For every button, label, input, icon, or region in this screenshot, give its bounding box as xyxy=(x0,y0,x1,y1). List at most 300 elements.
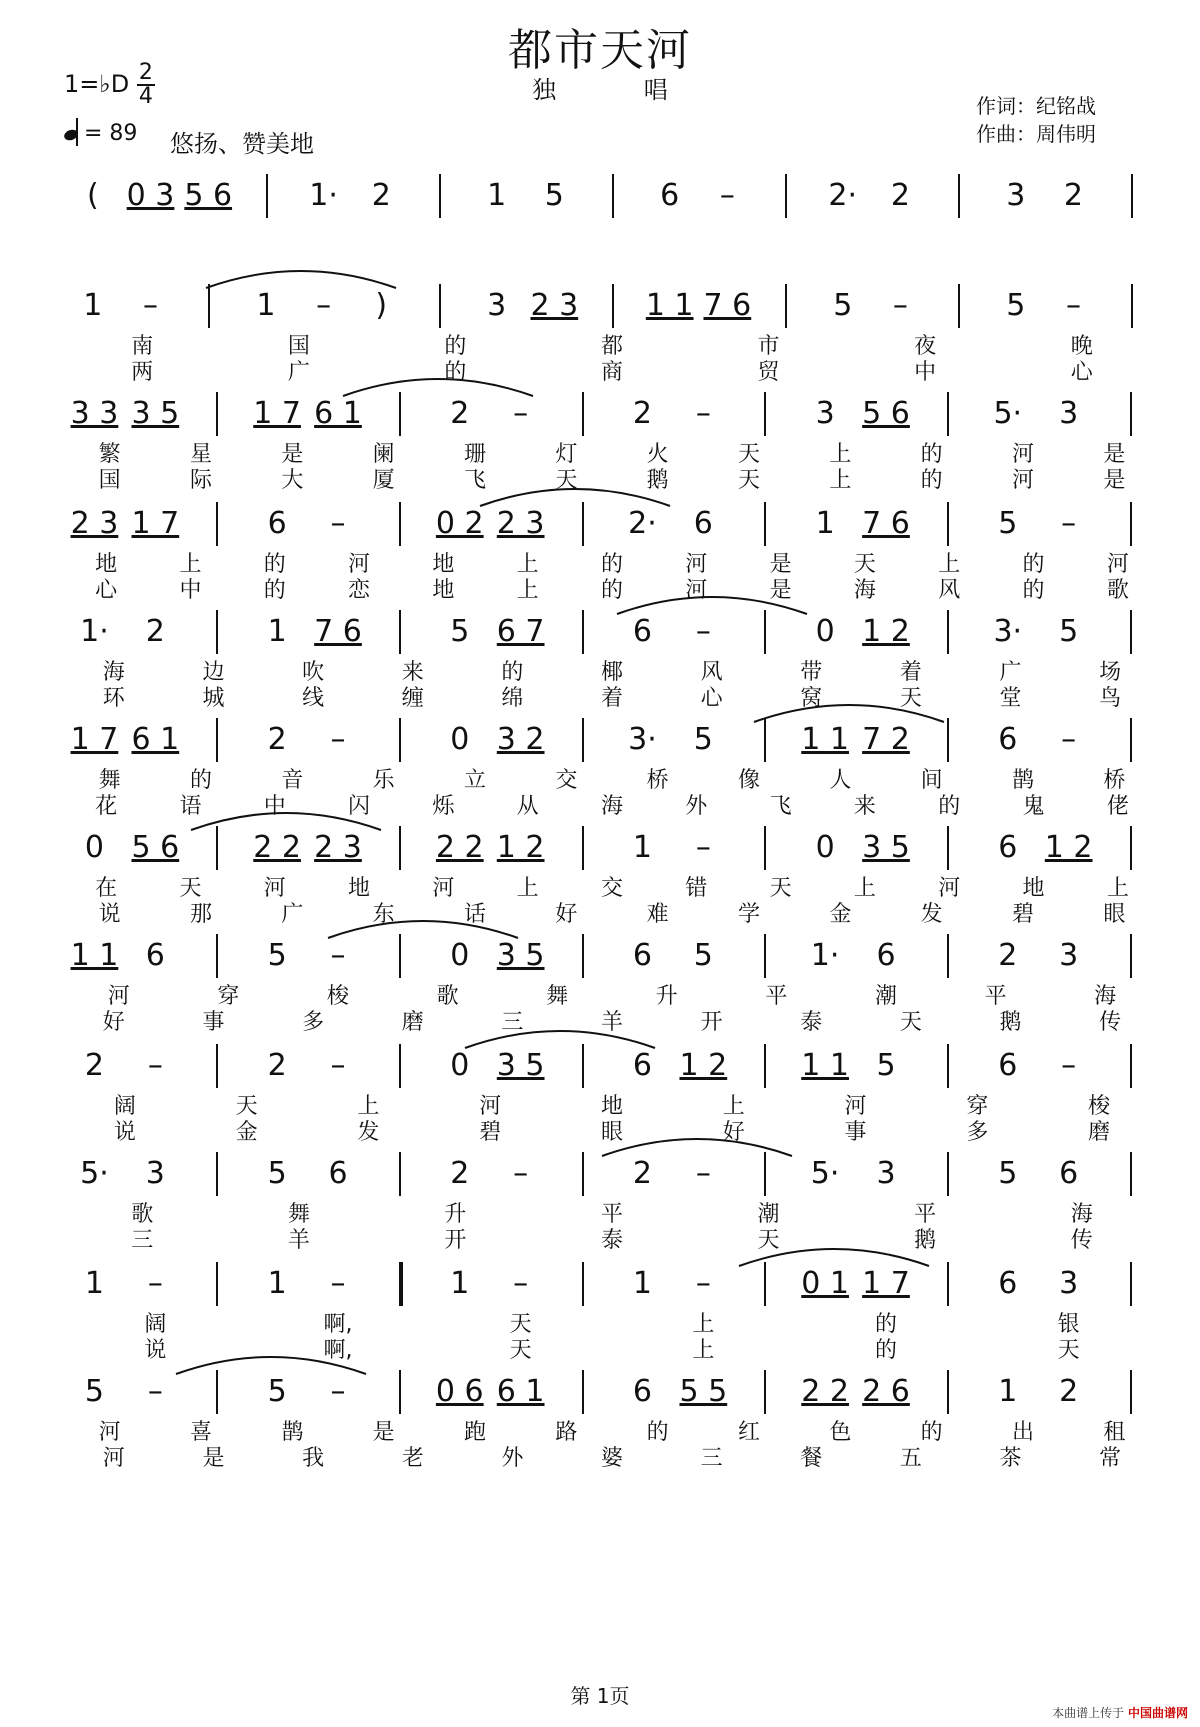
barline xyxy=(266,174,268,218)
barline xyxy=(947,1044,949,1088)
barline xyxy=(1131,284,1133,328)
barline xyxy=(958,174,960,218)
lyric-syllable: 发 xyxy=(920,902,943,927)
lyric-syllable: 市 xyxy=(757,334,780,359)
note-token: 2 xyxy=(145,614,165,649)
barline xyxy=(612,284,614,328)
lyric-syllable: 五 xyxy=(899,1446,922,1471)
lyric-syllable: 地 xyxy=(432,552,455,577)
slur-arc xyxy=(749,694,949,724)
lyric-syllable: 眼 xyxy=(1103,902,1126,927)
note-token: 2 xyxy=(890,178,910,213)
lyric-syllable: 带 xyxy=(800,660,823,685)
lyric-syllable: 的 xyxy=(444,360,467,385)
barline xyxy=(1130,1044,1132,1088)
lyric-syllable: 广 xyxy=(999,660,1022,685)
lyric-syllable: 升 xyxy=(655,984,678,1009)
lyric-syllable: 风 xyxy=(700,660,723,685)
note-token: 2 xyxy=(1063,178,1084,213)
lyric-syllable: 线 xyxy=(302,686,325,711)
note-token: – xyxy=(695,396,711,431)
note-token: 2 xyxy=(450,1156,470,1191)
lyric-syllable: 阔 xyxy=(144,1312,167,1337)
lyric-syllable: 碧 xyxy=(479,1120,502,1145)
lyric-syllable: 常 xyxy=(1099,1446,1122,1471)
note-token: 2 xyxy=(450,396,470,431)
lyric-syllable: 餐 xyxy=(800,1446,823,1471)
lyric-syllable: 天 xyxy=(509,1312,532,1337)
lyric-syllable: 是 xyxy=(202,1446,225,1471)
lyric-syllable: 椰 xyxy=(600,660,624,685)
note-token: 1 7 xyxy=(862,1266,910,1301)
note-token: – xyxy=(892,288,908,323)
lyric-syllable: 梭 xyxy=(1088,1094,1111,1119)
lyric-syllable: 鬼 xyxy=(1022,794,1045,819)
note-token: – xyxy=(695,1266,711,1301)
lyric-syllable: 天 xyxy=(899,686,922,711)
expression-marking: 悠扬、赞美地 xyxy=(170,130,314,158)
lyric-syllable: 像 xyxy=(737,768,761,793)
note-token: 6 xyxy=(632,614,652,649)
barline xyxy=(1130,1152,1132,1196)
barline xyxy=(439,174,441,218)
barline xyxy=(947,392,949,436)
barline xyxy=(399,1370,401,1414)
lyric-syllable: 际 xyxy=(189,468,213,493)
lyric-syllable: 外 xyxy=(501,1446,524,1471)
lyric-syllable: 舞 xyxy=(98,768,121,793)
barline xyxy=(764,1370,766,1414)
lyric-syllable: 发 xyxy=(357,1120,380,1145)
lyric-syllable: 着 xyxy=(899,660,922,685)
lyric-syllable: 来 xyxy=(401,660,424,685)
note-token: 5 xyxy=(1059,614,1079,649)
lyric-syllable: 河 xyxy=(98,1420,121,1445)
lyric-syllable: 的 xyxy=(938,794,961,819)
barline xyxy=(1130,1370,1132,1414)
lyric-syllable: 平 xyxy=(984,984,1007,1009)
lyric-syllable: 两 xyxy=(131,360,154,385)
note-token: 1 xyxy=(267,614,287,649)
note-token: 3 xyxy=(1006,178,1026,213)
barline xyxy=(1130,934,1132,978)
lyric-syllable: 泰 xyxy=(800,1010,823,1035)
note-token: 6 xyxy=(632,1048,652,1083)
barline xyxy=(764,502,766,546)
lyric-syllable: 磨 xyxy=(401,1010,424,1035)
lyric-syllable: 开 xyxy=(444,1228,467,1253)
note-token: 5 xyxy=(267,1156,287,1191)
note-token: 2 6 xyxy=(862,1374,910,1409)
lyric-syllable: 的 xyxy=(920,1420,943,1445)
lyric-syllable: 茶 xyxy=(999,1446,1022,1471)
lyric-syllable: 梭 xyxy=(326,984,350,1009)
lyric-syllable: 潮 xyxy=(874,984,898,1009)
lyric-syllable: 海 xyxy=(1094,984,1117,1009)
note-token: 3 5 xyxy=(862,830,910,865)
lyric-syllable: 心 xyxy=(700,686,723,711)
note-token: – xyxy=(1061,1048,1077,1083)
lyric-syllable: 穿 xyxy=(966,1094,989,1119)
note-token: 7 6 xyxy=(862,506,910,541)
lyric-syllable: 平 xyxy=(600,1202,624,1227)
lyric-syllable: 说 xyxy=(98,902,121,927)
lyric-syllable: 交 xyxy=(555,768,578,793)
lyric-syllable: 窝 xyxy=(800,686,823,711)
barline xyxy=(1130,610,1132,654)
lyric-syllable: 婆 xyxy=(600,1446,624,1471)
lyric-syllable: 乐 xyxy=(372,768,395,793)
lyric-syllable: 在 xyxy=(95,876,118,901)
note-token: 1 1 xyxy=(70,938,119,973)
lyric-syllable: 上 xyxy=(516,552,539,577)
lyricist-credit: 作词：纪铭战 xyxy=(976,94,1096,118)
lyric-syllable: 传 xyxy=(1070,1228,1093,1253)
lyric-syllable: 路 xyxy=(555,1420,578,1445)
note-token: 5· xyxy=(810,1156,840,1191)
lyric-syllable: 语 xyxy=(179,794,202,819)
note-token: – xyxy=(330,722,346,757)
note-token: 5 xyxy=(876,1048,896,1083)
note-token: 1 2 xyxy=(496,830,545,865)
lyric-syllable: 歌 xyxy=(131,1202,154,1227)
note-token: – xyxy=(1065,288,1081,323)
note-token: 3 3 xyxy=(70,396,119,431)
note-token: 2 xyxy=(267,722,287,757)
note-token: – xyxy=(513,1266,529,1301)
note-token: 5 6 xyxy=(184,178,233,213)
note-token: 2 xyxy=(84,1048,104,1083)
lyric-syllable: 多 xyxy=(966,1120,989,1145)
lyric-syllable: 说 xyxy=(113,1120,136,1145)
lyric-syllable: 好 xyxy=(555,902,578,927)
note-token: – xyxy=(513,396,529,431)
barline xyxy=(582,392,584,436)
lyric-syllable: 喜 xyxy=(189,1420,213,1445)
note-token: 3 2 xyxy=(496,722,545,757)
lyric-syllable: 的 xyxy=(600,578,624,603)
barline xyxy=(958,284,960,328)
note-token: – xyxy=(147,1048,163,1083)
note-token: 2 xyxy=(632,396,652,431)
barline xyxy=(947,610,949,654)
lyric-syllable: 心 xyxy=(1070,360,1093,385)
lyric-syllable: 跑 xyxy=(463,1420,487,1445)
barline xyxy=(947,718,949,762)
note-token: 1· xyxy=(810,938,840,973)
slur-arc xyxy=(338,368,538,398)
lyric-syllable: 红 xyxy=(737,1420,761,1445)
barline xyxy=(399,610,401,654)
lyric-syllable: 的 xyxy=(874,1312,898,1337)
note-token: 6 xyxy=(267,506,287,541)
lyric-syllable: 鹅 xyxy=(914,1228,937,1253)
lyric-syllable: 好 xyxy=(722,1120,745,1145)
lyric-syllable: 间 xyxy=(920,768,943,793)
note-token: 1 xyxy=(815,506,835,541)
lyric-syllable: 桥 xyxy=(646,768,669,793)
note-token: – xyxy=(719,178,735,213)
note-token: 1· xyxy=(309,178,338,213)
barline xyxy=(582,826,584,870)
lyric-syllable: 河 xyxy=(348,552,371,577)
lyric-syllable: 三 xyxy=(700,1446,723,1471)
note-token: – xyxy=(695,830,711,865)
barline xyxy=(1130,718,1132,762)
lyric-syllable: 天 xyxy=(899,1010,922,1035)
slur-arc xyxy=(323,910,523,940)
note-token: 5· xyxy=(993,396,1023,431)
note-token: 1 xyxy=(450,1266,470,1301)
lyric-syllable: 是 xyxy=(769,578,792,603)
note-token: 1 xyxy=(83,288,103,323)
note-token: 3· xyxy=(628,722,657,757)
barline xyxy=(1130,502,1132,546)
barline xyxy=(764,1262,766,1306)
lyric-syllable: 厦 xyxy=(372,468,395,493)
barline xyxy=(216,1152,218,1196)
note-token: 0 xyxy=(84,830,104,865)
note-token: – xyxy=(330,1374,346,1409)
lyric-syllable: 鹅 xyxy=(999,1010,1022,1035)
lyric-syllable: 是 xyxy=(281,442,304,467)
barline xyxy=(785,174,787,218)
lyric-syllable: 外 xyxy=(685,794,708,819)
lyric-syllable: 的 xyxy=(600,552,624,577)
lyric-syllable: 阑 xyxy=(372,442,395,467)
lyric-syllable: 是 xyxy=(769,552,792,577)
lyric-syllable: 场 xyxy=(1099,660,1122,685)
lyric-syllable: 鹊 xyxy=(1011,768,1035,793)
note-token: 6 xyxy=(998,1048,1018,1083)
lyric-syllable: 天 xyxy=(757,1228,780,1253)
lyric-syllable: 来 xyxy=(853,794,876,819)
note-token: – xyxy=(695,1156,711,1191)
note-token: 6 xyxy=(660,178,680,213)
barline xyxy=(216,1044,218,1088)
note-token: 6 1 xyxy=(314,396,362,431)
note-token: 0 xyxy=(450,938,470,973)
lyric-syllable: 天 xyxy=(737,468,761,493)
lyric-syllable: 河 xyxy=(685,552,708,577)
note-token: 5 6 xyxy=(862,396,910,431)
lyric-syllable: 金 xyxy=(235,1120,258,1145)
lyric-syllable: 上 xyxy=(692,1312,715,1337)
note-token: 1 xyxy=(267,1266,287,1301)
lyric-syllable: 心 xyxy=(95,578,118,603)
watermark xyxy=(1052,1704,1188,1721)
lyric-syllable: 穿 xyxy=(217,984,240,1009)
note-token: 2· xyxy=(628,506,657,541)
lyric-syllable: 上 xyxy=(692,1338,715,1363)
lyric-syllable: 三 xyxy=(501,1010,524,1035)
barline xyxy=(216,718,218,762)
note-token: 3 xyxy=(1059,396,1079,431)
lyric-syllable: 天 xyxy=(1057,1338,1080,1363)
lyric-syllable: 上 xyxy=(829,468,852,493)
lyric-syllable: 天 xyxy=(769,876,792,901)
lyric-syllable: 我 xyxy=(302,1446,325,1471)
note-token: – xyxy=(330,506,346,541)
note-token: 5 xyxy=(693,722,713,757)
lyric-syllable: 的 xyxy=(263,578,286,603)
barline xyxy=(764,934,766,978)
lyric-syllable: 三 xyxy=(131,1228,154,1253)
lyric-syllable: 交 xyxy=(600,876,624,901)
lyric-syllable: 河 xyxy=(1106,552,1129,577)
note-token: 1 xyxy=(632,830,652,865)
lyric-syllable: 环 xyxy=(102,686,125,711)
note-token: – xyxy=(513,1156,529,1191)
note-token: 6 xyxy=(632,938,652,973)
lyric-syllable: 东 xyxy=(372,902,395,927)
note-token: 5 xyxy=(84,1374,104,1409)
slur-arc xyxy=(171,1346,371,1376)
note-token: 3 xyxy=(145,1156,165,1191)
note-token: 2 xyxy=(998,938,1018,973)
lyric-syllable: 难 xyxy=(646,902,669,927)
barline xyxy=(582,502,584,546)
note-token: 1 xyxy=(256,288,276,323)
slur-arc xyxy=(186,802,386,832)
lyric-syllable: 堂 xyxy=(999,686,1022,711)
note-token: 5 xyxy=(544,178,564,213)
note-token: 1 2 xyxy=(862,614,910,649)
note-token: 6 1 xyxy=(131,722,180,757)
repeat-barline xyxy=(399,1262,403,1306)
lyric-syllable: 大 xyxy=(281,468,304,493)
time-denominator: 4 xyxy=(138,84,153,109)
song-subtitle: 独 唱 xyxy=(532,76,708,104)
lyric-syllable: 鹊 xyxy=(281,1420,304,1445)
barline xyxy=(216,610,218,654)
lyric-syllable: 鸟 xyxy=(1099,686,1122,711)
lyric-syllable: 中 xyxy=(263,794,286,819)
note-token: 2· xyxy=(828,178,858,213)
note-token: 3 5 xyxy=(496,1048,545,1083)
lyric-syllable: 啊, xyxy=(323,1312,353,1337)
lyric-syllable: 国 xyxy=(287,334,310,359)
lyric-syllable: 星 xyxy=(189,442,213,467)
lyric-syllable: 平 xyxy=(914,1202,937,1227)
lyric-syllable: 花 xyxy=(95,794,118,819)
lyric-syllable: 学 xyxy=(737,902,761,927)
lyric-syllable: 地 xyxy=(95,552,118,577)
lyric-syllable: 飞 xyxy=(463,468,487,493)
note-token: ( xyxy=(86,178,99,213)
note-token: – xyxy=(143,288,159,323)
lyric-syllable: 海 xyxy=(1070,1202,1093,1227)
barline xyxy=(947,502,949,546)
barline xyxy=(399,718,401,762)
barline xyxy=(612,174,614,218)
note-token: 2 xyxy=(371,178,391,213)
page-number: 第 1页 xyxy=(570,1684,630,1708)
time-numerator: 2 xyxy=(138,60,153,85)
lyric-syllable: 事 xyxy=(202,1010,225,1035)
lyric-syllable: 出 xyxy=(1011,1420,1035,1445)
note-token: 3 xyxy=(1059,1266,1079,1301)
barline xyxy=(764,610,766,654)
lyric-syllable: 是 xyxy=(1103,442,1126,467)
lyric-syllable: 是 xyxy=(1103,468,1126,493)
barline xyxy=(947,934,949,978)
lyric-syllable: 闪 xyxy=(348,794,371,819)
barline xyxy=(582,1044,584,1088)
lyric-syllable: 恋 xyxy=(348,578,371,603)
barline xyxy=(399,392,401,436)
barline xyxy=(399,934,401,978)
watermark-text: 本曲谱上传于 xyxy=(1052,1706,1125,1720)
barline xyxy=(947,1370,949,1414)
barline xyxy=(582,610,584,654)
note-token: 6 xyxy=(998,830,1018,865)
lyric-syllable: 缠 xyxy=(401,686,424,711)
lyric-syllable: 南 xyxy=(131,334,154,359)
note-token: 1 1 xyxy=(801,722,849,757)
slur-arc xyxy=(460,1020,660,1050)
lyric-syllable: 地 xyxy=(600,1094,624,1119)
lyric-syllable: 潮 xyxy=(757,1202,780,1227)
lyric-syllable: 天 xyxy=(737,442,761,467)
key-label: 1=♭D xyxy=(64,70,130,98)
lyric-syllable: 海 xyxy=(600,794,624,819)
note-token: – xyxy=(330,1048,346,1083)
lyric-syllable: 河 xyxy=(1011,468,1035,493)
lyric-syllable: 传 xyxy=(1099,1010,1122,1035)
lyric-syllable: 从 xyxy=(516,794,539,819)
note-token: 5 xyxy=(267,1374,287,1409)
note-token: 6 xyxy=(328,1156,348,1191)
note-token: 3 xyxy=(876,1156,896,1191)
note-token: 2 xyxy=(267,1048,287,1083)
lyric-syllable: 中 xyxy=(179,578,202,603)
barline xyxy=(208,284,210,328)
note-token: 6 xyxy=(998,1266,1018,1301)
lyric-syllable: 绵 xyxy=(501,686,524,711)
lyric-syllable: 歌 xyxy=(436,984,459,1009)
lyric-syllable: 上 xyxy=(853,876,876,901)
lyric-syllable: 上 xyxy=(357,1094,380,1119)
note-token: 5 xyxy=(998,1156,1018,1191)
barline xyxy=(216,826,218,870)
lyric-syllable: 海 xyxy=(102,660,125,685)
slur-arc xyxy=(612,586,812,616)
note-token: 2 2 xyxy=(435,830,484,865)
note-token: 6 xyxy=(632,1374,652,1409)
lyric-syllable: 的 xyxy=(1022,552,1045,577)
note-token: 0 xyxy=(815,830,835,865)
note-token: 5 xyxy=(833,288,853,323)
lyric-syllable: 河 xyxy=(1011,442,1035,467)
barline xyxy=(947,1152,949,1196)
lyric-syllable: 上 xyxy=(1106,876,1129,901)
lyric-syllable: 眼 xyxy=(600,1120,624,1145)
barline xyxy=(216,1370,218,1414)
note-token: 1 xyxy=(84,1266,104,1301)
barline xyxy=(399,826,401,870)
lyric-syllable: 烁 xyxy=(432,794,455,819)
lyric-syllable: 话 xyxy=(463,902,487,927)
note-token: 5 xyxy=(267,938,287,973)
lyric-syllable: 说 xyxy=(144,1338,167,1363)
lyric-syllable: 磨 xyxy=(1088,1120,1111,1145)
tempo-marking xyxy=(64,118,137,146)
lyric-syllable: 晚 xyxy=(1070,334,1093,359)
note-token: 6 xyxy=(1059,1156,1079,1191)
lyric-syllable: 好 xyxy=(102,1010,125,1035)
barline xyxy=(216,392,218,436)
